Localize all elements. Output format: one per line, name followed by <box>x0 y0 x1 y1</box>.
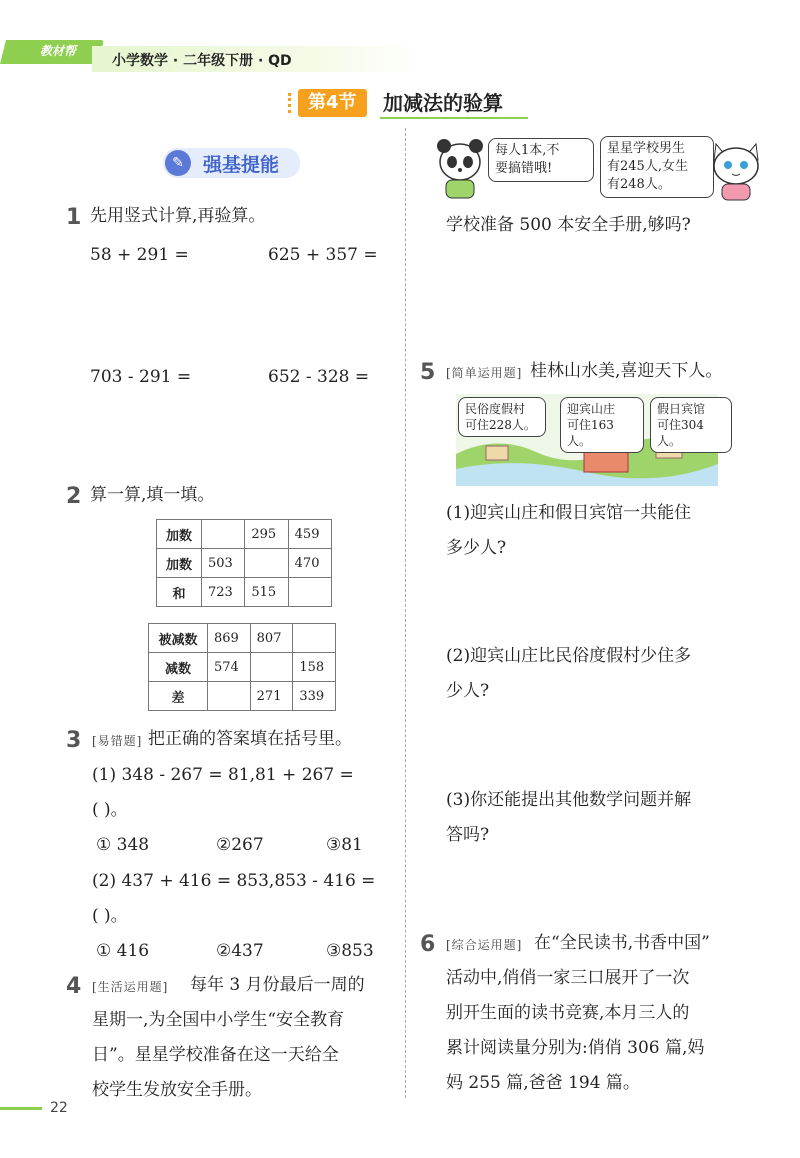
cat-illustration <box>708 138 764 202</box>
bubble-line: 有248人。 <box>607 177 671 192</box>
q5-text: 桂林山水美,喜迎天下人。 <box>530 361 723 381</box>
q3-p2-opt2: ②437 <box>216 941 264 961</box>
q5-sub2-line2: 少人? <box>446 681 490 701</box>
table-cell: 271 <box>250 682 293 711</box>
book-title: 小学数学 · 二年级下册 · QD <box>112 53 292 69</box>
bubble-line: 星星学校男生 <box>607 141 686 156</box>
bubble-line: 每人1本,不 <box>495 143 560 158</box>
table-cell: 459 <box>288 520 331 549</box>
table-cell: 470 <box>288 549 331 578</box>
table-cell <box>293 624 336 653</box>
cat-speech-bubble <box>600 136 714 198</box>
q6-line5: 妈 255 篇,爸爸 194 篇。 <box>446 1073 640 1093</box>
table-head: 差 <box>149 682 208 711</box>
q1-expr-1: 58 + 291 = <box>90 245 189 265</box>
pencil-icon: ✎ <box>165 150 191 176</box>
table-cell: 158 <box>293 653 336 682</box>
sign-line: 可住304人。 <box>657 418 704 448</box>
section-number: 第4节 <box>298 89 367 117</box>
table-cell: 503 <box>202 549 245 578</box>
q5-sub3-line2: 答吗? <box>446 825 490 845</box>
table-head: 加数 <box>157 549 202 578</box>
q6-number: 6 <box>420 932 436 957</box>
addition-table <box>156 519 332 607</box>
q4-tag: [生活运用题] <box>92 980 169 994</box>
q3-p2-opt3: ③853 <box>326 941 374 961</box>
q4-line4: 校学生发放安全手册。 <box>92 1080 262 1100</box>
q1-expr-3: 703 - 291 = <box>90 367 192 387</box>
table-head: 被减数 <box>149 624 208 653</box>
bubble-line: 要搞错哦! <box>495 161 553 176</box>
table-cell <box>250 653 293 682</box>
header-tag: 教材帮 <box>40 44 77 58</box>
table-cell: 515 <box>245 578 288 607</box>
sign-line: 可住163人。 <box>567 418 614 448</box>
q3-p1-opt1: ① 348 <box>96 835 150 855</box>
q4-line2: 星期一,为全国中小学生“安全教育 <box>92 1010 345 1030</box>
table-cell: 807 <box>250 624 293 653</box>
sign-guest-villa <box>560 397 644 453</box>
q4-line1: 每年 3 月份最后一周的 <box>190 975 365 995</box>
subtraction-table <box>148 623 336 711</box>
bubble-line: 有245人,女生 <box>607 159 688 174</box>
q1-text: 先用竖式计算,再验算。 <box>90 206 266 226</box>
q4-number: 4 <box>66 974 82 999</box>
section-title: 加减法的验算 <box>383 91 503 115</box>
q3-p1-opt3: ③81 <box>326 835 363 855</box>
sign-folk-village <box>458 397 546 437</box>
panda-illustration <box>432 138 488 200</box>
q3-p1-line1: (1) 348 - 267 = 81,81 + 267 = <box>92 765 354 785</box>
q6-line1: 在“全民读书,书香中国” <box>534 933 710 953</box>
q5-sub1-line2: 多少人? <box>446 538 507 558</box>
q6-line2: 活动中,俏俏一家三口展开了一次 <box>446 968 690 988</box>
q3-number: 3 <box>66 728 82 753</box>
q1-number: 1 <box>66 205 82 230</box>
q4-line3: 日”。星星学校准备在这一天给全 <box>92 1045 339 1065</box>
q3-p1-opt2: ②267 <box>216 835 264 855</box>
q5-number: 5 <box>420 360 436 385</box>
q5-sub2-line1: (2)迎宾山庄比民俗度假村少住多 <box>446 646 692 666</box>
q5-tag: [简单运用题] <box>446 366 523 380</box>
panda-speech-bubble <box>488 138 594 182</box>
q4-question: 学校准备 500 本安全手册,够吗? <box>446 215 691 235</box>
table-head: 加数 <box>157 520 202 549</box>
column-divider <box>405 128 406 1098</box>
table-cell: 339 <box>293 682 336 711</box>
q3-p2-line2: ( )。 <box>92 906 128 926</box>
table-cell: 574 <box>208 653 251 682</box>
q6-tag: [综合运用题] <box>446 938 523 952</box>
footer-line <box>0 1107 42 1110</box>
page-number: 22 <box>50 1100 68 1116</box>
section-underline <box>380 117 528 119</box>
q3-p2-opt1: ① 416 <box>96 941 150 961</box>
sign-line: 假日宾馆 <box>657 402 706 416</box>
badge-label: 强基提能 <box>203 154 280 176</box>
q6-line3: 别开生面的读书竞赛,本月三人的 <box>446 1003 690 1023</box>
q1-expr-2: 625 + 357 = <box>268 245 378 265</box>
table-cell <box>288 578 331 607</box>
q2-text: 算一算,填一填。 <box>90 485 215 505</box>
sign-line: 可住228人。 <box>465 418 536 432</box>
q1-expr-4: 652 - 328 = <box>268 367 370 387</box>
q5-sub3-line1: (3)你还能提出其他数学问题并解 <box>446 790 692 810</box>
table-cell: 723 <box>202 578 245 607</box>
table-cell <box>245 549 288 578</box>
table-head: 和 <box>157 578 202 607</box>
q6-line4: 累计阅读量分别为:俏俏 306 篇,妈 <box>446 1038 705 1058</box>
table-cell: 869 <box>208 624 251 653</box>
q2-number: 2 <box>66 484 82 509</box>
q5-sub1-line1: (1)迎宾山庄和假日宾馆一共能住 <box>446 503 692 523</box>
sign-line: 迎宾山庄 <box>567 402 616 416</box>
table-head: 减数 <box>149 653 208 682</box>
q3-p2-line1: (2) 437 + 416 = 853,853 - 416 = <box>92 871 376 891</box>
table-cell <box>202 520 245 549</box>
sign-holiday-hotel <box>650 397 732 453</box>
q3-tag: [易错题] <box>92 734 143 748</box>
table-cell: 295 <box>245 520 288 549</box>
q3-text: 把正确的答案填在括号里。 <box>148 729 352 749</box>
sign-line: 民俗度假村 <box>465 402 526 416</box>
q3-p1-line2: ( )。 <box>92 800 128 820</box>
table-cell <box>208 682 251 711</box>
